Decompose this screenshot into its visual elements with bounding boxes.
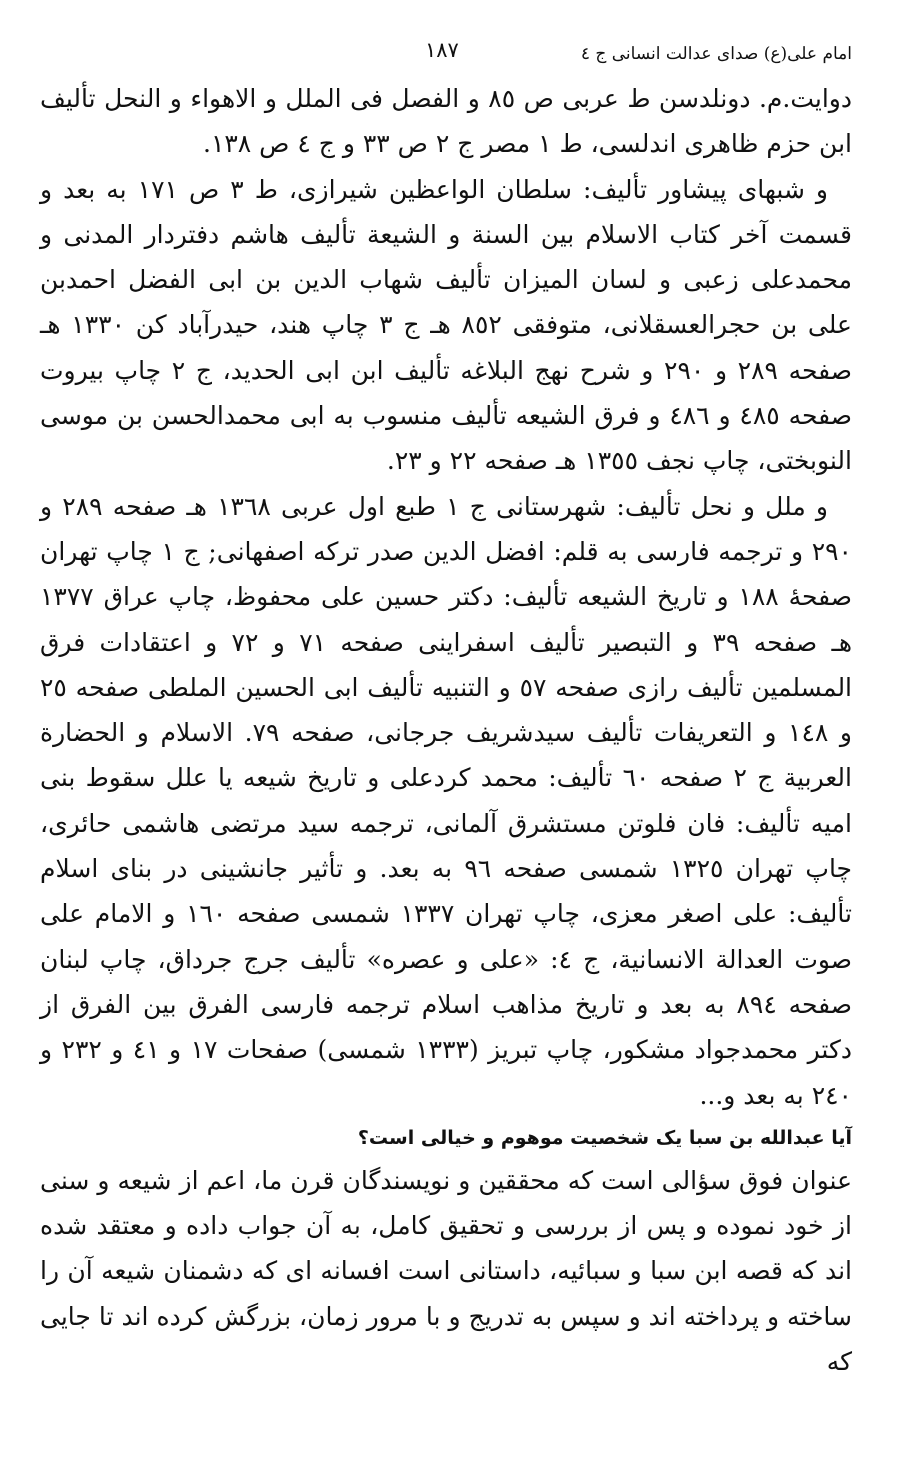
page-number: ١٨٧ [425, 38, 459, 62]
paragraph-4: عنوان فوق سؤالی است که محققین و نویسندگان قرن ما، اعم از شیعه و سنی از خود نموده و پس از بررسی و تحقیق کامل، به آن جواب داده و معتقد شده اند که قصه ابن سبا و سبائیه، داستانی است افسانه ای که دشمنان شیعه آن را ساخته و پرداخته اند و سپس به تدریج و با مرور زمان، بزرگش کرده اند تا جایی که [40, 1165, 852, 1377]
section-heading: آیا عبدالله بن سبا یک شخصیت موهوم و خیالی است؟ [357, 1126, 852, 1149]
page-header [40, 38, 852, 70]
paragraph-3: و ملل و نحل تألیف: شهرستانی ج ١ طبع اول عربی ١٣٦٨ هـ صفحه ٢٨٩ و ٢٩٠ و ترجمه فارسی به قلم: افضل الدین صدر ترکه اصفهانی; ج ١ چاپ تهران صفحهٔ ١٨٨ و تاریخ الشیعه تألیف: دکتر حسین علی محفوظ، چاپ عراق ١٣٧٧ هـ صفحه ٣٩ و التبصیر تألیف اسفراینی صفحه ٧١ و ٧٢ و اعتقادات فرق المسلمین تألیف رازی صفحه ٥٧ و التنبیه تألیف ابی الحسین الملطی صفحه ٢٥ و ١٤٨ و التعریفات تألیف سیدشریف جرجانی، صفحه ٧٩. الاسلام و الحضارة العربیة ج ٢ صفحه ٦٠ تألیف: محمد کردعلی و تاریخ شیعه یا علل سقوط بنی امیه تألیف: فان فلوتن مستشرق آلمانی، ترجمه سید مرتضی هاشمی حائری، چاپ تهران ١٣٢٥ شمسی صفحه ٩٦ به بعد. و تأثیر جانشینی در بنای اسلام تألیف: علی اصغر معزی، چاپ تهران ١٣٣٧ شمسی صفحه ١٦٠ و الامام علی صوت العدالة الانسانیة، ج ٤: «علی و عصره» تألیف جرج جرداق، چاپ لبنان صفحه ٨٩٤ به بعد و تاریخ مذاهب اسلام ترجمه فارسی الفرق بین الفرق از دکتر محمدجواد مشکور، چاپ تبریز (١٣٣٣ شمسی) صفحات ١٧ و ٤١ و ٢٣٢ و ٢٤٠ به بعد و... [40, 491, 853, 1110]
paragraph-1: دوایت.م. دونلدسن ط عربی ص ٨٥ و الفصل فی الملل و الاهواء و النحل تألیف ابن حزم ظاهری اندلسی، ط ١ مصر ج ٢ ص ٣٣ و ج ٤ ص ١٣٨. [40, 84, 852, 159]
running-title: امام علی(ع) صدای عدالت انسانی ج ٤ [580, 44, 852, 64]
body-text [40, 76, 852, 1384]
paragraph-2: و شبهای پیشاور تألیف: سلطان الواعظین شیرازی، ط ٣ ص ١٧١ به بعد و قسمت آخر کتاب الاسلام بین السنة و الشیعة تألیف هاشم دفتردار المدنی و محمدعلی زعبی و لسان المیزان تألیف شهاب الدین بن ابی الفضل احمدبن علی بن حجرالعسقلانی، متوفقی ٨٥٢ هـ ج ٣ چاپ هند، حیدرآباد کن ١٣٣٠ هـ صفحه ٢٨٩ و ٢٩٠ و شرح نهج البلاغه تألیف ابن ابی الحدید، ج ٢ چاپ بیروت صفحه ٤٨٥ و ٤٨٦ و فرق الشیعه تألیف منسوب به ابی محمدالحسن بن موسی النوبختی، چاپ نجف ١٣٥٥ هـ صفحه ٢٢ و ٢٣. [40, 174, 852, 476]
